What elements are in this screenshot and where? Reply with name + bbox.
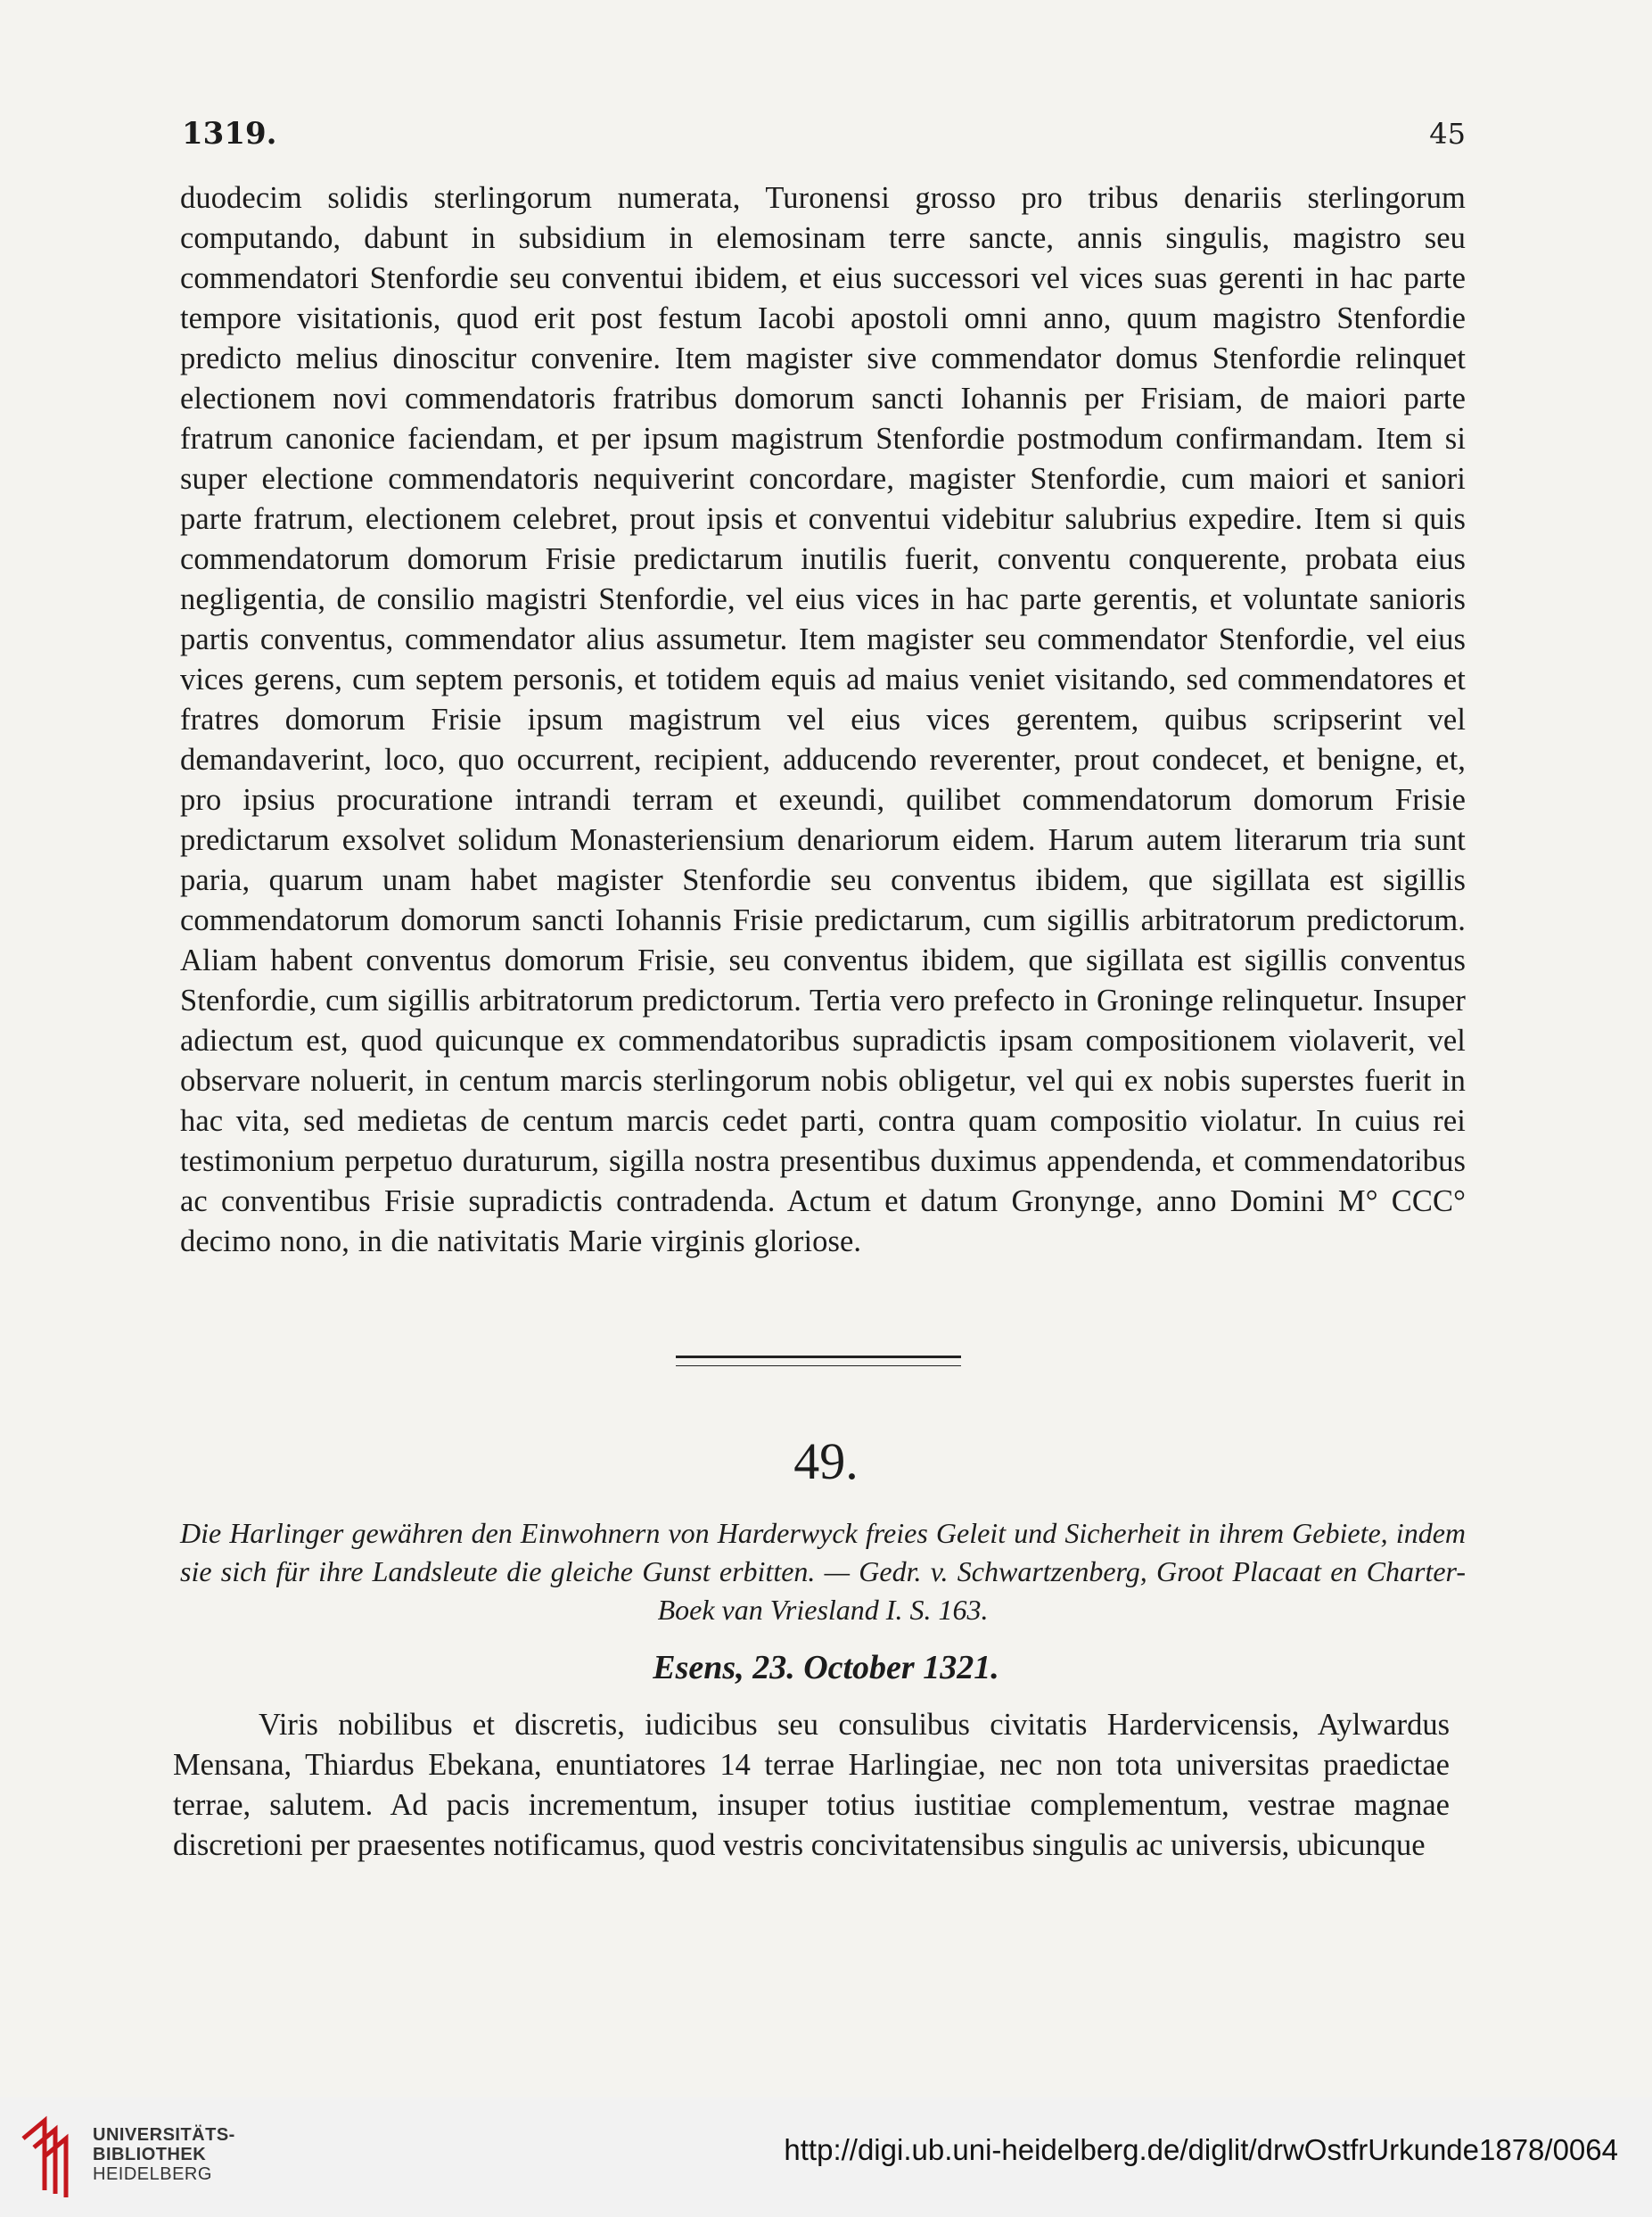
page-number: 45 <box>1429 117 1466 151</box>
header-year: 1319. <box>182 116 277 152</box>
library-name-line-3: HEIDELBERG <box>93 2164 212 2184</box>
library-logo-icon <box>18 2112 78 2201</box>
body-paragraph-continued: duodecim solidis sterlingorum numerata, Turonensi grosso pro tribus denariis sterlingorum computando, dabunt in subsidium in elemosinam terre sancte, annis singulis, magistro seu commendatori Stenfordie seu conventui ibidem, et eius successori vel vices suas gerenti in hac parte tempore visitationis, quod erit post festum Iacobi apostoli omni anno, quum magistro Stenfordie predicto melius dinoscitur convenire. Item magister sive commendator domus Stenfordie relinquet electionem novi commendatoris fratribus domorum sancti Iohannis per Frisiam, de maiori parte fratrum canonice faciendam, et per ipsum magistrum Stenfordie postmodum confirmandam. Item si super electione commendatoris nequiverint concordare, magister Stenfordie, cum maiori et saniori parte fratrum, electionem celebret, prout ipsis et conventui videbitur salubrius expedire. Item si quis commendatorum domorum Frisie predictarum inutilis fuerit, conventu conquerente, probata eius negligentia, de consilio magistri Stenfordie, vel eius vices in hac parte gerentis, et voluntate sanioris partis conventus, commendator alius assumetur. Item magister seu commendator Stenfordie, vel eius vices gerens, cum septem personis, et totidem equis ad maius veniet visitando, sed commendatores et fratres domorum Frisie ipsum magistrum vel eius vices gerentem, quibus scripserint vel demandaverint, loco, quo occurrent, recipient, adducendo reverenter, prout condecet, et benigne, et, pro ipsius procuratione intrandi terram et exeundi, quilibet commendatorum domorum Frisie predictarum exsolvet solidum Monasteriensium denariorum eidem. Harum autem literarum tria sunt paria, quarum unam habet magister Stenfordie seu conventus ibidem, que sigillata est sigillis commendatorum domorum sancti Iohannis Frisie predictarum, cum sigillis arbitratorum predictorum. Aliam habent conventus domorum Frisie, seu conventus ibidem, que sigillata est sigillis conventus Stenfordie, cum sigillis arbitratorum predictorum. Tertia vero prefecto in Groninge relinquetur. Insuper adiectum est, quod quicunque ex commendatoribus supradictis ipsam compositionem violaverit, vel observare noluerit, in centum marcis sterlingorum nobis obligetur, vel qui ex nobis superstes fuerit in hac vita, sed medietas de centum marcis cedet parti, contra quam compositio violatur. In cuius rei testimonium perpetuo duraturum, sigilla nostra presentibus duximus appendenda, et commendatoribus ac conventibus Frisie supradictis contradenda. Actum et datum Gronynge, anno Domini M° CCC° decimo nono, in die nativitatis Marie virginis gloriose. <box>180 181 1467 1258</box>
library-name <box>93 2125 235 2184</box>
permalink-url[interactable]: http://digi.ub.uni-heidelberg.de/diglit/drwOstfrUrkunde1878/0064 <box>784 2133 1618 2166</box>
document-number: 49. <box>793 1432 859 1490</box>
document-body: Viris nobilibus et discretis, iudicibus seu consulibus civitatis Hardervicensis, Aylwardus Mensana, Thiardus Ebekana, enuntiatores 14 terrae Harlingiae, nec non tota universitas praedictae terrae, salutem. Ad pacis incrementum, insuper totius iustitiae complementum, vestrae magnae discretioni per praesentes notificamus, quod vestris concivitatensibus singulis ac universis, ubicunque <box>173 1708 1450 1862</box>
page-header <box>182 116 1466 152</box>
library-name-line-2: BIBLIOTHEK <box>93 2145 207 2164</box>
section-divider <box>676 1356 961 1366</box>
document-dateline: Esens, 23. October 1321. <box>653 1649 999 1686</box>
document-summary: Die Harlinger gewähren den Einwohnern von Harderwyck freies Geleit und Sicherheit in ihrem Gebiete, indem sie sich für ihre Landsleute die gleiche Gunst erbitten. — Gedr. v. Schwartzenberg, Groot Placaat en Charter-Boek van Vriesland I. S. 163. <box>180 1517 1466 1626</box>
library-name-line-1: UNIVERSITÄTS- <box>93 2125 235 2145</box>
